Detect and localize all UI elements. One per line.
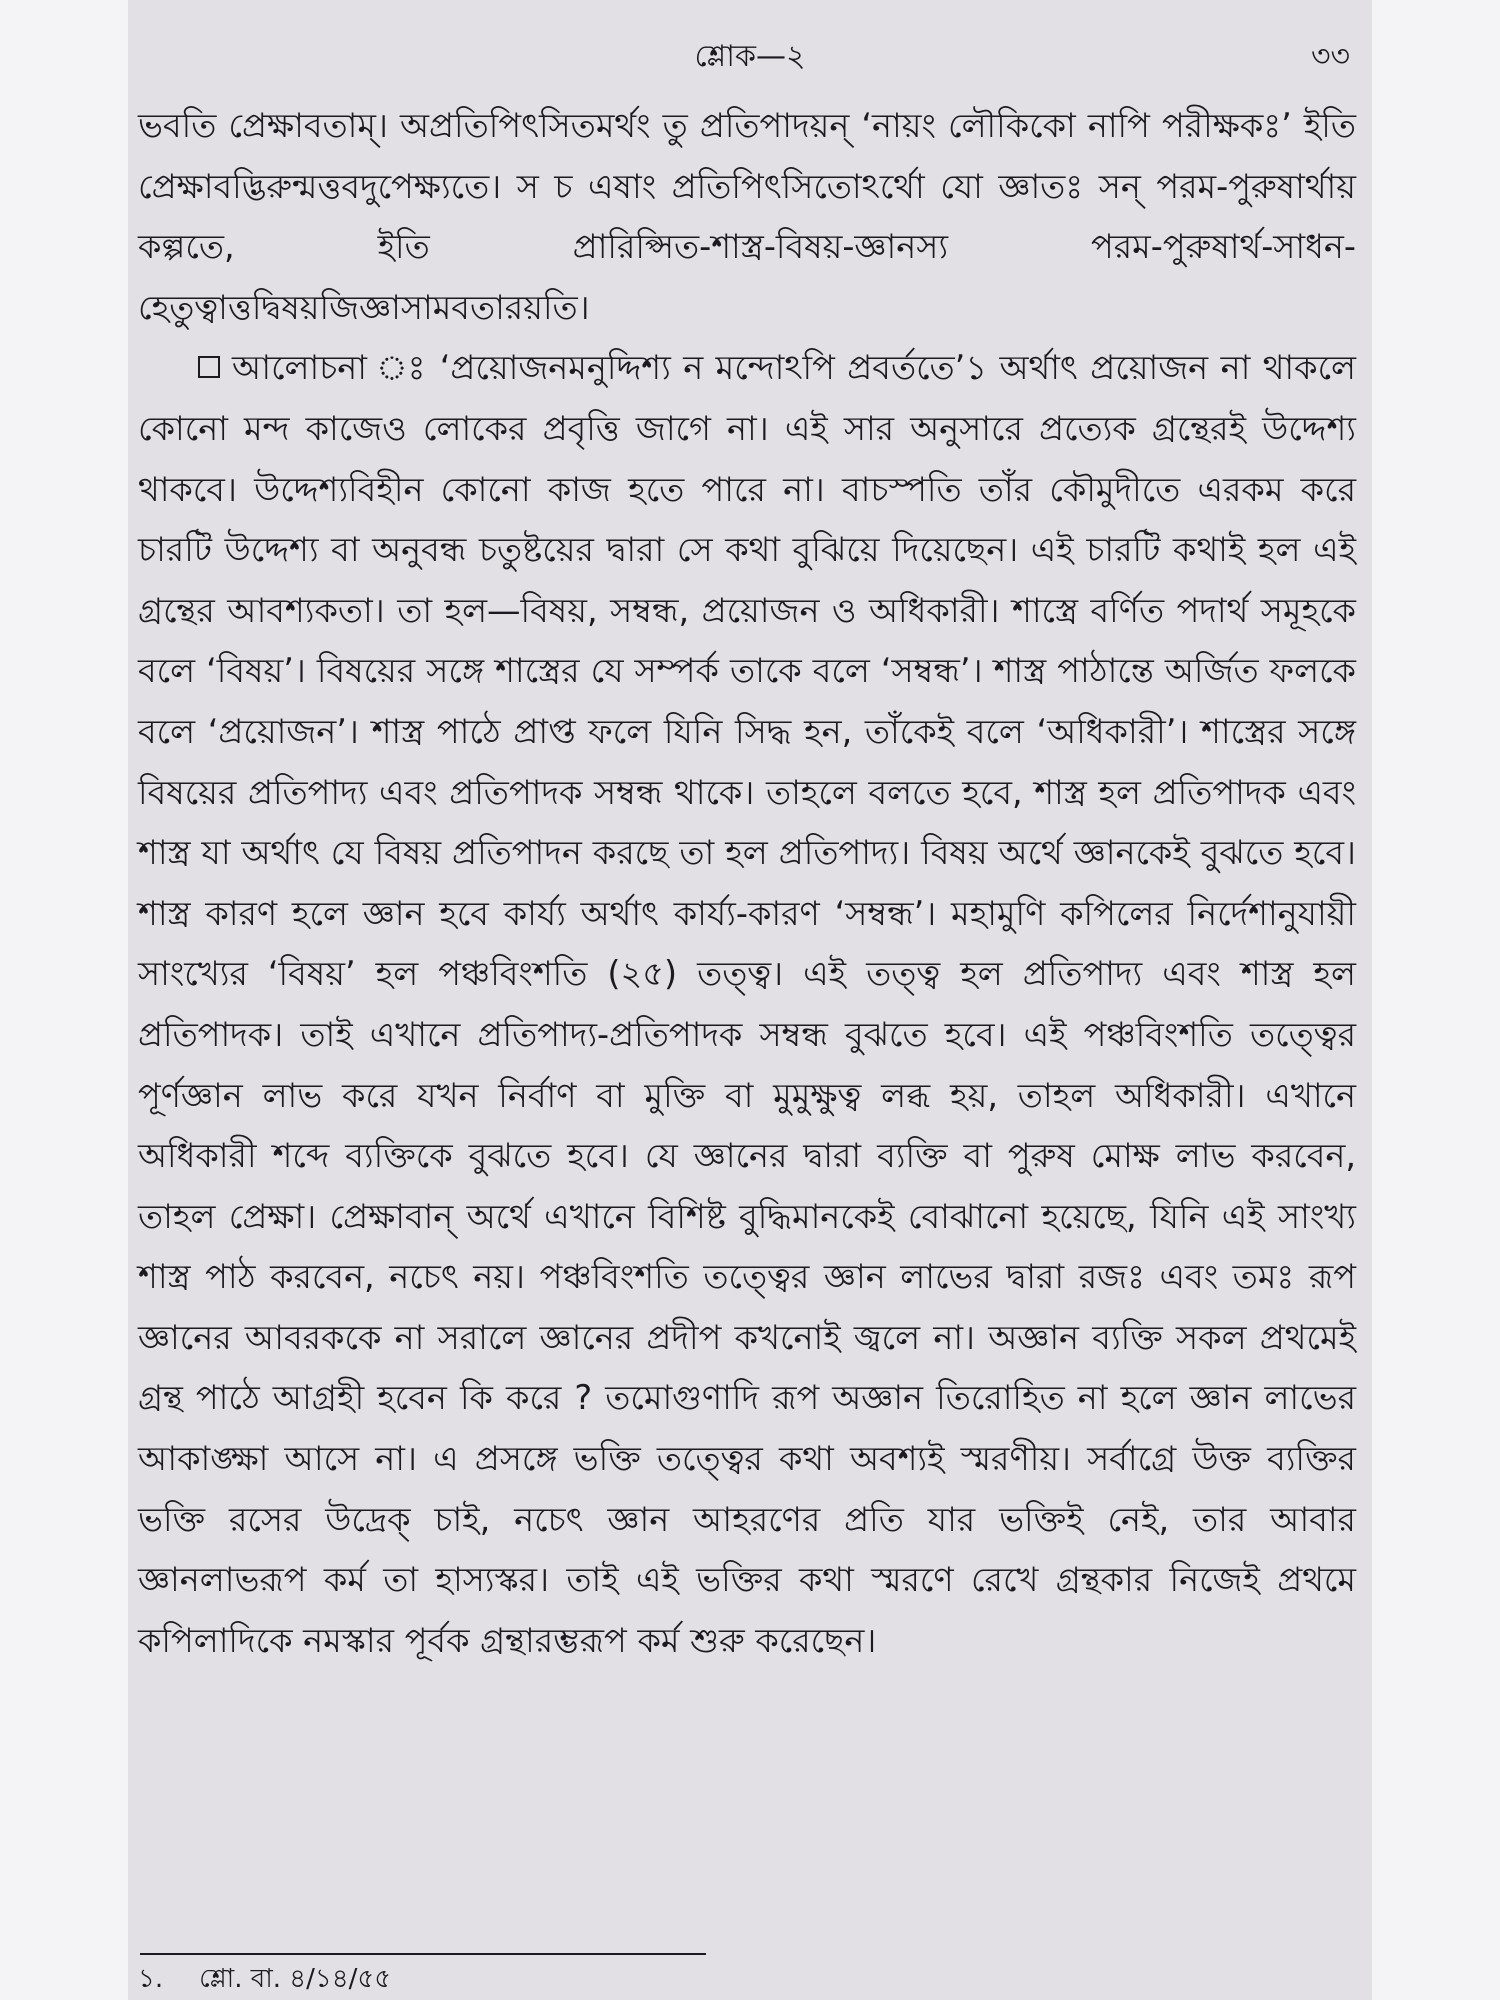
checkbox-square-icon [198,356,220,378]
discussion-paragraph [138,338,1356,1671]
body-text [138,96,1356,1671]
sanskrit-commentary-paragraph: ভবতি প্রেক্ষাবতাম্। অপ্রতিপিৎসিতমর্থং তু প্রতিপাদয়ন্ ‘নায়ং লৌকিকো নাপি পরীক্ষকঃ’ ইতি প্রেক্ষাবদ্ভিরুন্মত্তবদুপেক্ষ্যতে। স চ এষাং প্রতিপিৎসিতোঽর্থো যো জ্ঞাতঃ সন্ পরম-পুরুষার্থায় কল্পতে, ইতি প্রারিপ্সিত-শাস্ত্র-বিষয়-জ্ঞানস্য পরম-পুরুষার্থ-সাধন-হেতুত্বাত্তদ্বিষয়জিজ্ঞাসামবতারয়তি। [138,106,1356,327]
discussion-label: আলোচনা ঃ [232,348,428,388]
page-number: ৩৩ [1310,39,1350,74]
footnote [138,1962,391,1996]
book-page [128,0,1372,2000]
page-header [128,28,1372,74]
footnote-divider [140,1953,706,1955]
footnote-mark: ১. [138,1964,164,1994]
discussion-text: ‘প্রয়োজনমনুদ্দিশ্য ন মন্দোঽপি প্রবর্ততে’১ অর্থাৎ প্রয়োজন না থাকলে কোনো মন্দ কাজেও লোকের প্রবৃত্তি জাগে না। এই সার অনুসারে প্রত্যেক গ্রন্থেরই উদ্দেশ্য থাকবে। উদ্দেশ্যবিহীন কোনো কাজ হতে পারে না। বাচস্পতি তাঁর কৌমুদীতে এরকম করে চারটি উদ্দেশ্য বা অনুবন্ধ চতুষ্টয়ের দ্বারা সে কথা বুঝিয়ে দিয়েছেন। এই চারটি কথাই হল এই গ্রন্থের আবশ্যকতা। তা হল—বিষয়, সম্বন্ধ, প্রয়োজন ও অধিকারী। শাস্ত্রে বর্ণিত পদার্থ সমূহকে বলে ‘বিষয়’। বিষয়ের সঙ্গে শাস্ত্রের যে সম্পর্ক তাকে বলে ‘সম্বন্ধ’। শাস্ত্র পাঠান্তে অর্জিত ফলকে বলে ‘প্রয়োজন’। শাস্ত্র পাঠে প্রাপ্ত ফলে যিনি সিদ্ধ হন, তাঁকেই বলে ‘অধিকারী’। শাস্ত্রের সঙ্গে বিষয়ের প্রতিপাদ্য এবং প্রতিপাদক সম্বন্ধ থাকে। তাহলে বলতে হবে, শাস্ত্র হল প্রতিপাদক এবং শাস্ত্র যা অর্থাৎ যে বিষয় প্রতিপাদন করছে তা হল প্রতিপাদ্য। বিষয় অর্থে জ্ঞানকেই বুঝতে হবে। শাস্ত্র কারণ হলে জ্ঞান হবে কার্য্য অর্থাৎ কার্য্য-কারণ ‘সম্বন্ধ’। মহামুণি কপিলের নির্দেশানুযায়ী সাংখ্যের ‘বিষয়’ হল পঞ্চবিংশতি (২৫) তত্ত্ব। এই তত্ত্ব হল প্রতিপাদ্য এবং শাস্ত্র হল প্রতিপাদক। তাই এখানে প্রতিপাদ্য-প্রতিপাদক সম্বন্ধ বুঝতে হবে। এই পঞ্চবিংশতি তত্ত্বের পূর্ণজ্ঞান লাভ করে যখন নির্বাণ বা মুক্তি বা মুমুক্ষুত্ব লব্ধ হয়, তাহল অধিকারী। এখানে অধিকারী শব্দে ব্যক্তিকে বুঝতে হবে। যে জ্ঞানের দ্বারা ব্যক্তি বা পুরুষ মোক্ষ লাভ করবেন, তাহল প্রেক্ষা। প্রেক্ষাবান্ অর্থে এখানে বিশিষ্ট বুদ্ধিমানকেই বোঝানো হয়েছে, যিনি এই সাংখ্য শাস্ত্র পাঠ করবেন, নচেৎ নয়। পঞ্চবিংশতি তত্ত্বের জ্ঞান লাভের দ্বারা রজঃ এবং তমঃ রূপ জ্ঞানের আবরককে না সরালে জ্ঞানের প্রদীপ কখনোই জ্বলে না। অজ্ঞান ব্যক্তি সকল প্রথমেই গ্রন্থ পাঠে আগ্রহী হবেন কি করে ? তমোগুণাদি রূপ অজ্ঞান তিরোহিত না হলে জ্ঞান লাভের আকাঙ্ক্ষা আসে না। এ প্রসঙ্গে ভক্তি তত্ত্বের কথা অবশ্যই স্মরণীয়। সর্বাগ্রে উক্ত ব্যক্তির ভক্তি রসের উদ্রেক্ চাই, নচেৎ জ্ঞান আহরণের প্রতি যার ভক্তিই নেই, তার আবার জ্ঞানলাভরূপ কর্ম তা হাস্যস্কর। তাই এই ভক্তির কথা স্মরণে রেখে গ্রন্থকার নিজেই প্রথমে কপিলাদিকে নমস্কার পূর্বক গ্রন্থারম্ভরূপ কর্ম শুরু করেছেন। [138,348,1357,1660]
running-title: শ্লোক—২ [694,39,806,74]
footnote-text: শ্লো. বা. ৪/১৪/৫৫ [199,1964,392,1994]
